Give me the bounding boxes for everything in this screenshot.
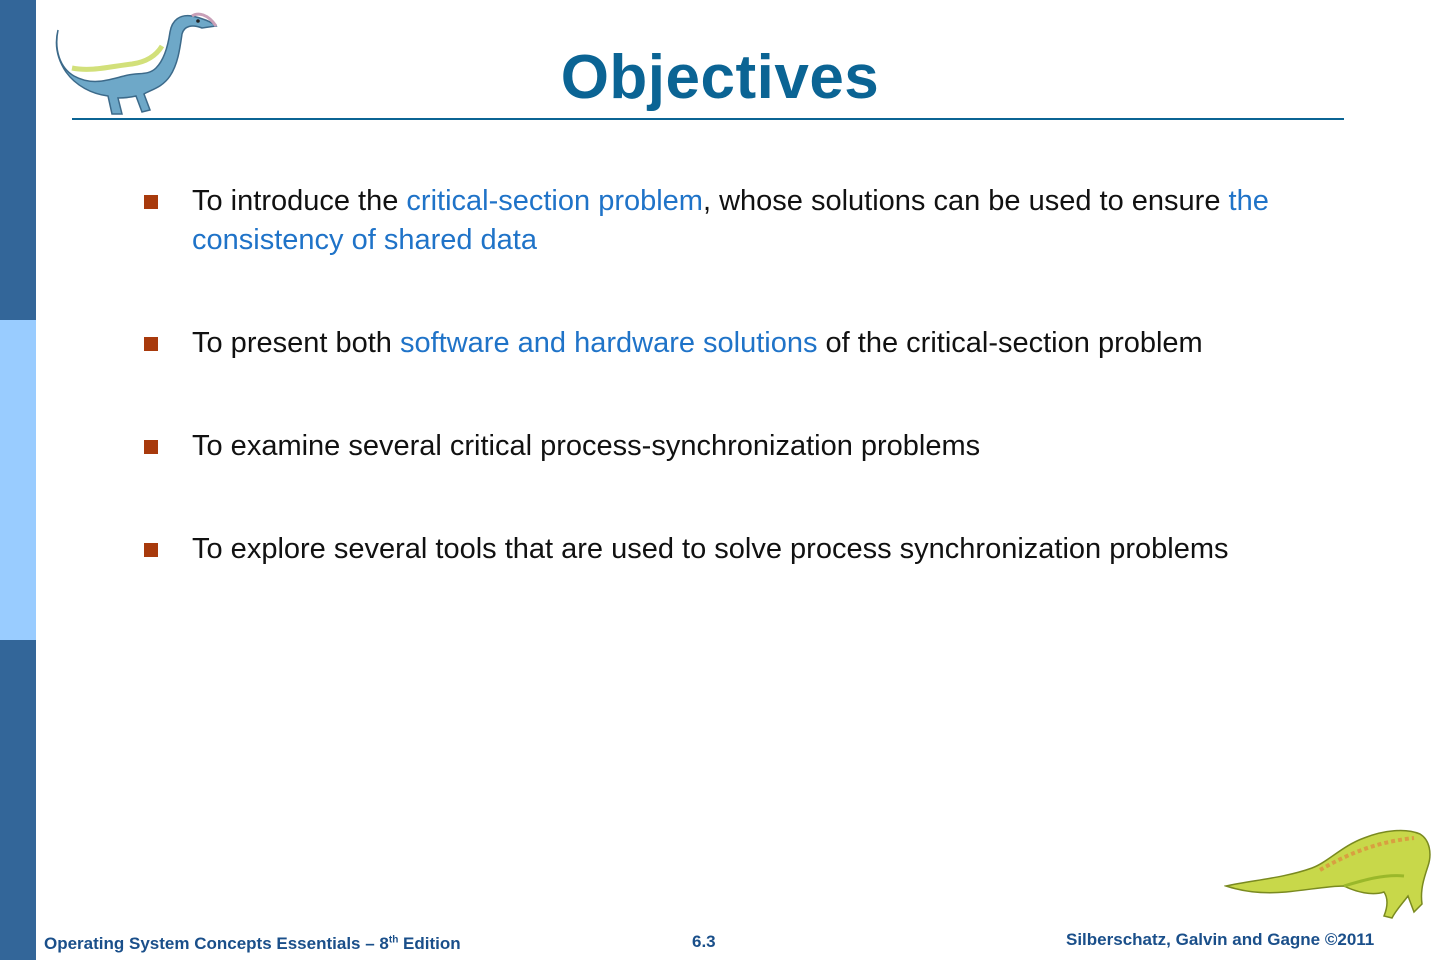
bullet-text: To examine several critical process-synchronization problems [192,430,981,462]
bullet-square-icon [144,440,158,454]
footer-copyright: Silberschatz, Galvin and Gagne ©2011 [1066,930,1375,949]
bullet-square-icon [144,195,158,209]
page-number: 6.3 [692,932,716,951]
list-item [144,182,1324,260]
footer-edition-superscript: th [388,934,399,946]
bullet-text: To introduce the [192,185,407,217]
bullet-highlight: the consistency of shared data [192,185,1269,256]
bullet-highlight: software and hardware solutions [399,327,818,359]
list-item [144,427,1324,466]
left-sidebar-highlight [0,320,36,640]
dinosaur-bottom-right-icon [1224,820,1436,924]
bullet-text: To explore several tools that are used to solve process synchronization problems [192,533,1229,565]
title-divider [72,118,1344,120]
left-sidebar-stripe [0,0,36,960]
footer-book-title-prefix: Operating System Concepts Essentials – 8 [44,934,389,953]
bullet-text: To present both [192,327,400,359]
bullet-text: , whose solutions can be used to ensure [702,185,1229,217]
bullet-highlight: critical-section problem [406,185,703,217]
footer-book-title-suffix: Edition [398,934,461,953]
slide-title: Objectives [560,43,880,112]
list-item [144,530,1324,569]
objectives-list [144,182,1324,569]
bullet-text: of the critical-section problem [817,327,1203,359]
list-item [144,324,1324,363]
footer-book-title [44,934,461,954]
bullet-square-icon [144,337,158,351]
bullet-square-icon [144,543,158,557]
